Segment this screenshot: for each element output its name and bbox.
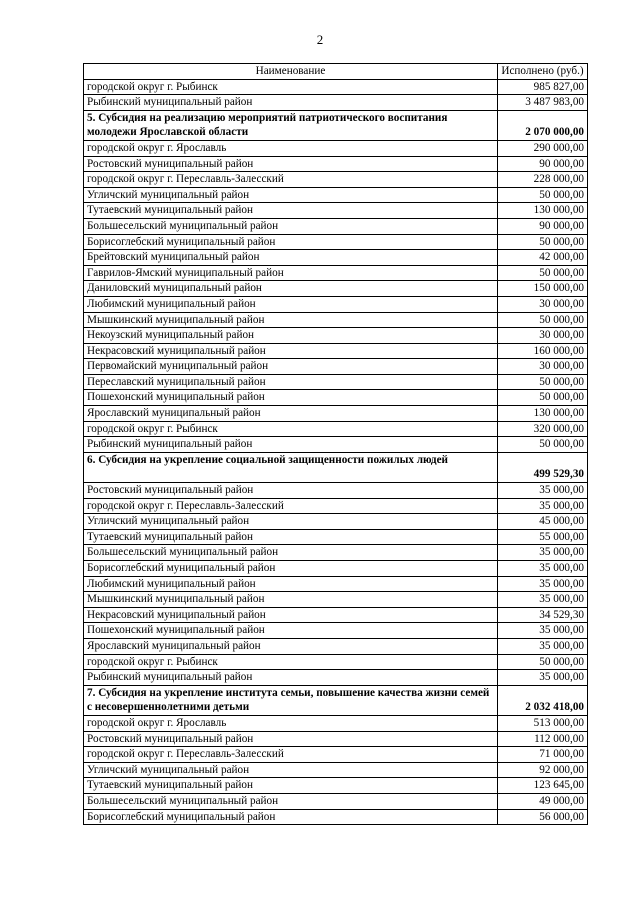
row-name: Борисоглебский муниципальный район bbox=[84, 234, 498, 250]
row-name: Некоузский муниципальный район bbox=[84, 328, 498, 344]
table-row bbox=[84, 359, 588, 375]
row-amount: 30 000,00 bbox=[498, 328, 588, 344]
table-row bbox=[84, 203, 588, 219]
row-amount: 30 000,00 bbox=[498, 296, 588, 312]
row-name: Ростовский муниципальный район bbox=[84, 156, 498, 172]
table-row bbox=[84, 670, 588, 686]
table-row bbox=[84, 437, 588, 453]
row-name: городской округ г. Рыбинск bbox=[84, 654, 498, 670]
row-name: Пошехонский муниципальный район bbox=[84, 390, 498, 406]
row-name: Любимский муниципальный район bbox=[84, 296, 498, 312]
row-name: городской округ г. Ярославль bbox=[84, 140, 498, 156]
table-row bbox=[84, 715, 588, 731]
row-amount: 3 487 983,00 bbox=[498, 95, 588, 111]
row-amount: 290 000,00 bbox=[498, 140, 588, 156]
row-amount: 50 000,00 bbox=[498, 265, 588, 281]
row-amount: 42 000,00 bbox=[498, 250, 588, 266]
table-row bbox=[84, 234, 588, 250]
row-name: городской округ г. Рыбинск bbox=[84, 79, 498, 95]
table-row bbox=[84, 312, 588, 328]
row-amount: 320 000,00 bbox=[498, 421, 588, 437]
row-name: Угличский муниципальный район bbox=[84, 187, 498, 203]
row-amount: 50 000,00 bbox=[498, 234, 588, 250]
row-amount: 150 000,00 bbox=[498, 281, 588, 297]
section-title: 7. Субсидия на укрепление института семьи, повышение качества жизни семей с несовершеннолетними детьми bbox=[84, 685, 498, 715]
row-name: Рыбинский муниципальный район bbox=[84, 670, 498, 686]
row-amount: 90 000,00 bbox=[498, 218, 588, 234]
row-amount: 71 000,00 bbox=[498, 747, 588, 763]
row-amount: 56 000,00 bbox=[498, 809, 588, 825]
table-row bbox=[84, 172, 588, 188]
row-name: Тутаевский муниципальный район bbox=[84, 529, 498, 545]
row-amount: 228 000,00 bbox=[498, 172, 588, 188]
table-row bbox=[84, 545, 588, 561]
table-row bbox=[84, 514, 588, 530]
table-row bbox=[84, 281, 588, 297]
section-total: 2 070 000,00 bbox=[498, 110, 588, 140]
section-total: 2 032 418,00 bbox=[498, 685, 588, 715]
row-name: Ярославский муниципальный район bbox=[84, 638, 498, 654]
table-row bbox=[84, 390, 588, 406]
table-row bbox=[84, 328, 588, 344]
row-name: Первомайский муниципальный район bbox=[84, 359, 498, 375]
row-name: Борисоглебский муниципальный район bbox=[84, 561, 498, 577]
row-amount: 50 000,00 bbox=[498, 654, 588, 670]
row-amount: 49 000,00 bbox=[498, 793, 588, 809]
row-name: Большесельский муниципальный район bbox=[84, 218, 498, 234]
row-name: городской округ г. Переславль-Залесский bbox=[84, 498, 498, 514]
table-row bbox=[84, 731, 588, 747]
row-name: Мышкинский муниципальный район bbox=[84, 312, 498, 328]
row-name: Гаврилов-Ямский муниципальный район bbox=[84, 265, 498, 281]
row-name: Переславский муниципальный район bbox=[84, 374, 498, 390]
header-name: Наименование bbox=[84, 64, 498, 80]
table-row bbox=[84, 218, 588, 234]
header-executed: Исполнено (руб.) bbox=[498, 64, 588, 80]
row-amount: 35 000,00 bbox=[498, 623, 588, 639]
row-amount: 35 000,00 bbox=[498, 576, 588, 592]
row-name: Тутаевский муниципальный район bbox=[84, 778, 498, 794]
row-name: Угличский муниципальный район bbox=[84, 762, 498, 778]
row-amount: 112 000,00 bbox=[498, 731, 588, 747]
row-name: Некрасовский муниципальный район bbox=[84, 607, 498, 623]
row-name: Некрасовский муниципальный район bbox=[84, 343, 498, 359]
row-name: городской округ г. Переславль-Залесский bbox=[84, 747, 498, 763]
table-row bbox=[84, 296, 588, 312]
row-amount: 160 000,00 bbox=[498, 343, 588, 359]
table-row bbox=[84, 406, 588, 422]
table-row bbox=[84, 79, 588, 95]
table-body bbox=[84, 79, 588, 825]
row-name: Рыбинский муниципальный район bbox=[84, 437, 498, 453]
row-amount: 90 000,00 bbox=[498, 156, 588, 172]
row-amount: 50 000,00 bbox=[498, 312, 588, 328]
subsidy-table bbox=[83, 63, 588, 825]
table-row bbox=[84, 156, 588, 172]
table-row bbox=[84, 762, 588, 778]
row-amount: 35 000,00 bbox=[498, 638, 588, 654]
row-name: Брейтовский муниципальный район bbox=[84, 250, 498, 266]
row-amount: 35 000,00 bbox=[498, 592, 588, 608]
table-row bbox=[84, 654, 588, 670]
row-amount: 55 000,00 bbox=[498, 529, 588, 545]
row-amount: 34 529,30 bbox=[498, 607, 588, 623]
table-row bbox=[84, 265, 588, 281]
table-row bbox=[84, 623, 588, 639]
row-name: городской округ г. Рыбинск bbox=[84, 421, 498, 437]
row-amount: 30 000,00 bbox=[498, 359, 588, 375]
table-row bbox=[84, 343, 588, 359]
table-row bbox=[84, 187, 588, 203]
row-name: Ростовский муниципальный район bbox=[84, 483, 498, 499]
table-row bbox=[84, 576, 588, 592]
section-row bbox=[84, 110, 588, 140]
table-row bbox=[84, 95, 588, 111]
table-row bbox=[84, 607, 588, 623]
row-name: Ярославский муниципальный район bbox=[84, 406, 498, 422]
table-row bbox=[84, 529, 588, 545]
table-row bbox=[84, 498, 588, 514]
row-amount: 50 000,00 bbox=[498, 374, 588, 390]
section-title: 6. Субсидия на укрепление социальной защищенности пожилых людей bbox=[84, 452, 498, 482]
row-name: Рыбинский муниципальный район bbox=[84, 95, 498, 111]
section-row bbox=[84, 452, 588, 482]
row-amount: 985 827,00 bbox=[498, 79, 588, 95]
row-name: Борисоглебский муниципальный район bbox=[84, 809, 498, 825]
table-row bbox=[84, 592, 588, 608]
row-name: Большесельский муниципальный район bbox=[84, 793, 498, 809]
row-name: Пошехонский муниципальный район bbox=[84, 623, 498, 639]
table-row bbox=[84, 140, 588, 156]
row-amount: 50 000,00 bbox=[498, 437, 588, 453]
page-number: 2 bbox=[316, 32, 324, 47]
row-name: Мышкинский муниципальный район bbox=[84, 592, 498, 608]
table-header-row bbox=[84, 64, 588, 80]
row-name: Большесельский муниципальный район bbox=[84, 545, 498, 561]
table-row bbox=[84, 747, 588, 763]
row-amount: 130 000,00 bbox=[498, 203, 588, 219]
table-row bbox=[84, 483, 588, 499]
row-amount: 35 000,00 bbox=[498, 545, 588, 561]
row-amount: 513 000,00 bbox=[498, 715, 588, 731]
row-amount: 45 000,00 bbox=[498, 514, 588, 530]
row-amount: 50 000,00 bbox=[498, 187, 588, 203]
row-amount: 123 645,00 bbox=[498, 778, 588, 794]
table-row bbox=[84, 250, 588, 266]
table-row bbox=[84, 561, 588, 577]
table-row bbox=[84, 793, 588, 809]
table-row bbox=[84, 778, 588, 794]
table-row bbox=[84, 809, 588, 825]
row-amount: 50 000,00 bbox=[498, 390, 588, 406]
row-name: Даниловский муниципальный район bbox=[84, 281, 498, 297]
row-name: Тутаевский муниципальный район bbox=[84, 203, 498, 219]
table-row bbox=[84, 421, 588, 437]
row-name: Любимский муниципальный район bbox=[84, 576, 498, 592]
row-name: Угличский муниципальный район bbox=[84, 514, 498, 530]
row-amount: 35 000,00 bbox=[498, 561, 588, 577]
row-amount: 92 000,00 bbox=[498, 762, 588, 778]
row-amount: 35 000,00 bbox=[498, 670, 588, 686]
row-name: городской округ г. Ярославль bbox=[84, 715, 498, 731]
row-name: городской округ г. Переславль-Залесский bbox=[84, 172, 498, 188]
row-amount: 130 000,00 bbox=[498, 406, 588, 422]
table-row bbox=[84, 374, 588, 390]
row-name: Ростовский муниципальный район bbox=[84, 731, 498, 747]
section-title: 5. Субсидия на реализацию мероприятий патриотического воспитания молодежи Ярославской области bbox=[84, 110, 498, 140]
section-total: 499 529,30 bbox=[498, 452, 588, 482]
section-row bbox=[84, 685, 588, 715]
row-amount: 35 000,00 bbox=[498, 483, 588, 499]
table-row bbox=[84, 638, 588, 654]
row-amount: 35 000,00 bbox=[498, 498, 588, 514]
